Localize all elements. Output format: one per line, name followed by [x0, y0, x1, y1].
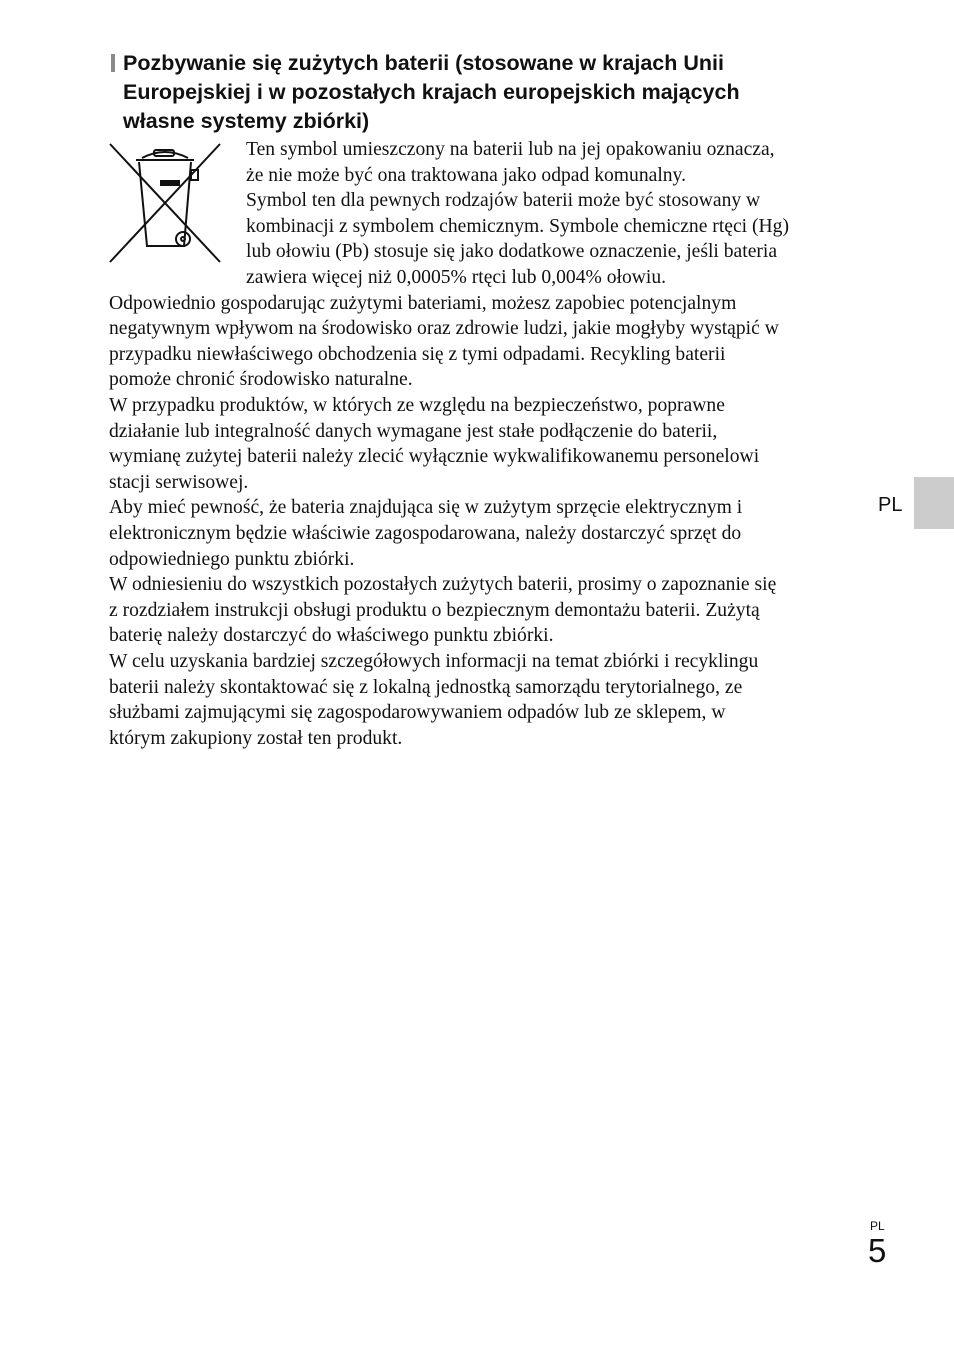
text-line: negatywnym wpływom na środowisko oraz zdrowie ludzi, jakie mogłyby wystąpić w	[109, 318, 779, 340]
text-line: pomoże chronić środowisko naturalne.	[109, 369, 413, 391]
text-line: elektronicznym będzie właściwie zagospodarowana, należy dostarczyć sprzęt do	[109, 522, 742, 544]
text-line: Ten symbol umieszczony na baterii lub na jej opakowaniu oznacza,	[246, 139, 775, 160]
text-line: W przypadku produktów, w których ze względu na bezpieczeństwo, poprawne	[109, 394, 725, 416]
section-heading	[123, 49, 740, 136]
body-text	[109, 291, 779, 752]
text-line: przypadku niewłaściwego obchodzenia się z tymi odpadami. Recykling baterii	[109, 343, 726, 365]
text-line: odpowiedniego punktu zbiórki.	[109, 548, 355, 570]
text-line: lub ołowiu (Pb) stosuje się jako dodatkowe oznaczenie, jeśli bateria	[246, 241, 778, 263]
text-line: zawiera więcej niż 0,0005% rtęci lub 0,004% ołowiu.	[246, 266, 667, 288]
crossed-out-wheeled-bin-icon	[108, 142, 222, 264]
text-line: działanie lub integralność danych wymagane jest stałe podłączenie do baterii,	[109, 420, 718, 442]
text-line: Odpowiednio gospodarując zużytymi bateriami, możesz zapobiec potencjalnym	[109, 292, 737, 314]
text-line: że nie może być ona traktowana jako odpad komunalny.	[246, 164, 686, 186]
text-line: W celu uzyskania bardziej szczegółowych informacji na temat zbiórki i recyklingu	[109, 650, 759, 672]
text-line: którym zakupiony został ten produkt.	[109, 727, 403, 749]
page-number: 5	[868, 1232, 887, 1269]
text-line: baterii należy skontaktować się z lokalną jednostką samorządu terytorialnego, ze	[109, 676, 743, 698]
text-line: z rozdziałem instrukcji obsługi produktu o bezpiecznym demontażu baterii. Zużytą	[109, 599, 760, 621]
text-line: służbami zajmującymi się zagospodarowywaniem odpadów lub ze sklepem, w	[109, 702, 726, 724]
text-line: wymianę zużytej baterii należy zlecić wyłącznie wykwalifikowanemu personelowi	[109, 446, 760, 468]
text-line: baterię należy dostarczyć do właściwego punktu zbiórki.	[109, 625, 554, 647]
text-line: Symbol ten dla pewnych rodzajów baterii może być stosowany w	[246, 190, 761, 212]
heading-line: Europejskiej i w pozostałych krajach europejskich mających	[123, 80, 740, 104]
heading-line: Pozbywanie się zużytych baterii (stosowane w krajach Unii	[123, 51, 724, 75]
heading-marker	[111, 54, 115, 72]
text-line: stacji serwisowej.	[109, 471, 249, 493]
heading-line: własne systemy zbiórki)	[123, 109, 370, 133]
text-line: Aby mieć pewność, że bateria znajdująca się w zużytym sprzęcie elektrycznym i	[109, 497, 743, 519]
text-line: W odniesieniu do wszystkich pozostałych zużytych baterii, prosimy o zapoznanie się	[109, 574, 777, 596]
language-tab-marker	[914, 477, 954, 529]
language-tab-label: PL	[878, 494, 903, 516]
text-line: kombinacji z symbolem chemicznym. Symbole chemiczne rtęci (Hg)	[246, 215, 790, 237]
intro-paragraph	[246, 137, 789, 291]
page-language: PL	[870, 1219, 885, 1233]
